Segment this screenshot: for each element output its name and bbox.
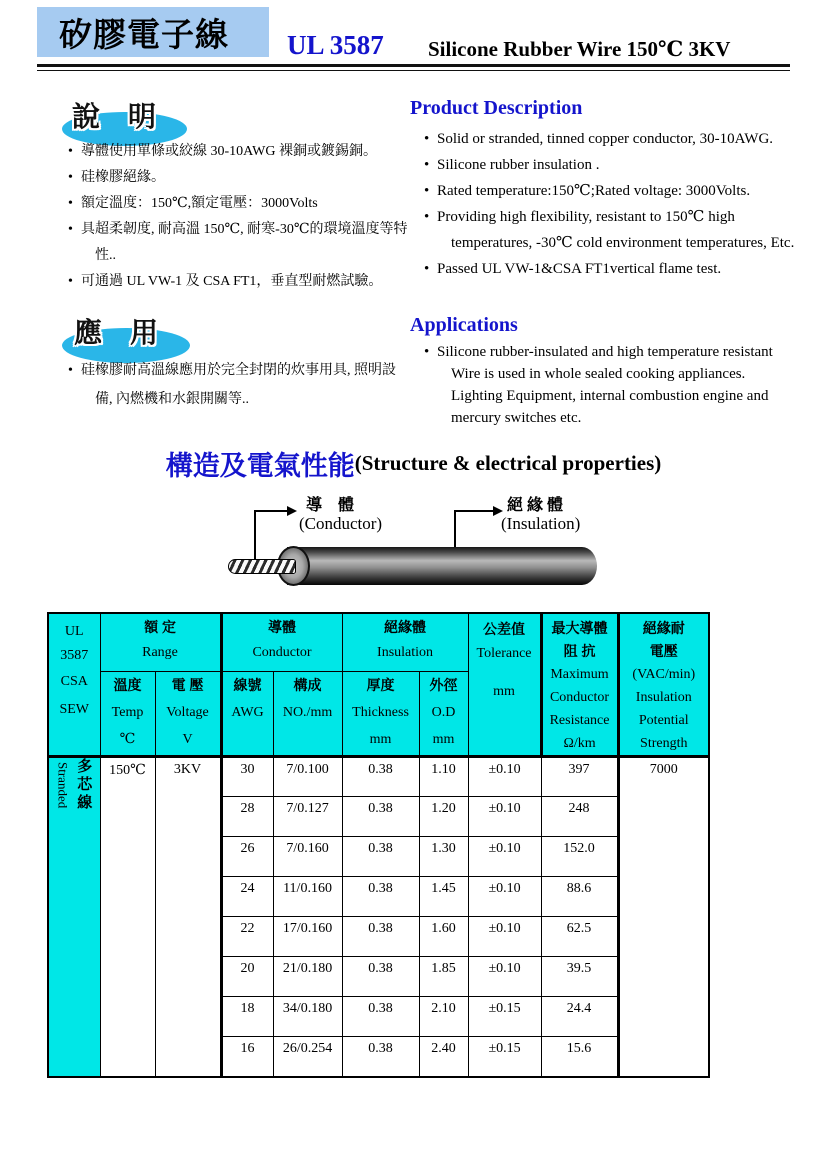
structure-section-title	[0, 444, 827, 483]
cell-thickness: 0.38	[342, 837, 419, 877]
strength-value: 7000	[618, 757, 709, 1077]
list-item-continuation: mercury switches etc.	[451, 410, 582, 426]
col-header-awg: 線號 AWG	[221, 671, 273, 756]
list-item: • 具超柔韌度, 耐高溫 150℃, 耐寒-30℃的環境溫度等特	[68, 217, 407, 243]
product-name-banner	[37, 7, 269, 57]
col-header-strength: 絕緣耐 電壓 (VAC/min) Insulation Potential Strength	[618, 613, 709, 757]
list-item: • 硅橡膠耐高溫線應用於完全封閉的炊事用具, 照明設	[68, 356, 396, 385]
cell-thickness: 0.38	[342, 757, 419, 797]
cell-structure: 21/0.180	[273, 957, 342, 997]
cell-od: 1.60	[419, 917, 468, 957]
description-heading-cn: 說 明	[72, 101, 157, 132]
cell-tolerance: ±0.10	[468, 957, 541, 997]
cell-structure: 7/0.160	[273, 837, 342, 877]
header-rule	[37, 64, 790, 71]
cell-tolerance: ±0.10	[468, 757, 541, 797]
col-header-thickness: 厚度 Thickness mm	[342, 671, 419, 756]
cell-resistance: 15.6	[541, 1037, 618, 1077]
cell-thickness: 0.38	[342, 877, 419, 917]
cell-resistance: 88.6	[541, 877, 618, 917]
cell-awg: 30	[221, 757, 273, 797]
list-item: • Passed UL VW-1&CSA FT1vertical flame test.	[424, 256, 794, 282]
cell-thickness: 0.38	[342, 957, 419, 997]
list-item-continuation: 性..	[95, 248, 116, 263]
col-group-conductor: 導體 Conductor	[221, 613, 342, 671]
cell-thickness: 0.38	[342, 917, 419, 957]
table-corner-cell: UL 3587 CSA SEW	[48, 613, 100, 757]
description-list-cn	[68, 139, 407, 295]
cell-tolerance: ±0.10	[468, 917, 541, 957]
cell-thickness: 0.38	[342, 997, 419, 1037]
list-item-continuation: 備, 內燃機和水銀開關等..	[95, 392, 249, 407]
cell-thickness: 0.38	[342, 1037, 419, 1077]
cell-od: 1.10	[419, 757, 468, 797]
insulation-callout-line	[454, 510, 494, 512]
cell-resistance: 62.5	[541, 917, 618, 957]
list-item-continuation: temperatures, -30℃ cold environment temperatures, Etc.	[451, 235, 795, 251]
insulation-callout-line	[454, 511, 456, 549]
cell-thickness: 0.38	[342, 797, 419, 837]
insulation-label-en: (Insulation)	[501, 514, 581, 533]
col-group-range: 額 定 Range	[100, 613, 221, 671]
list-item-continuation: Wire is used in whole sealed cooking appliances.	[451, 366, 746, 382]
col-header-od: 外徑 O.D mm	[419, 671, 468, 756]
cell-resistance: 397	[541, 757, 618, 797]
list-item-continuation: Lighting Equipment, internal combustion engine and	[451, 388, 769, 404]
cell-resistance: 39.5	[541, 957, 618, 997]
cell-tolerance: ±0.10	[468, 797, 541, 837]
side-header-stranded: Stranded 多芯線	[48, 757, 100, 1077]
list-item: • 導體使用單條或絞線 30-10AWG 裸銅或鍍錫銅。	[68, 139, 407, 165]
wire-insulation-body	[287, 547, 597, 585]
cell-structure: 11/0.160	[273, 877, 342, 917]
wire-conductor-strand	[228, 559, 296, 574]
cell-tolerance: ±0.10	[468, 877, 541, 917]
cell-structure: 34/0.180	[273, 997, 342, 1037]
list-item: • Solid or stranded, tinned copper conductor, 30-10AWG.	[424, 126, 794, 152]
cell-tolerance: ±0.15	[468, 1037, 541, 1077]
cell-structure: 17/0.160	[273, 917, 342, 957]
cell-awg: 28	[221, 797, 273, 837]
applications-list-en	[424, 341, 773, 429]
col-header-voltage: 電 壓 Voltage V	[155, 671, 221, 756]
applications-heading-en: Applications	[410, 314, 518, 336]
cell-tolerance: ±0.10	[468, 837, 541, 877]
cell-awg: 26	[221, 837, 273, 877]
conductor-label-en: (Conductor)	[299, 514, 383, 533]
cell-structure: 26/0.254	[273, 1037, 342, 1077]
structure-title-cn: 構造及電氣性能	[165, 451, 355, 481]
list-item: • Rated temperature:150℃;Rated voltage: 3000Volts.	[424, 178, 794, 204]
cell-od: 1.85	[419, 957, 468, 997]
cell-resistance: 248	[541, 797, 618, 837]
cell-od: 2.40	[419, 1037, 468, 1077]
cell-od: 1.45	[419, 877, 468, 917]
page-title: Silicone Rubber Wire 150℃ 3KV	[428, 37, 731, 61]
temp-value: 150℃	[100, 757, 155, 1077]
cell-tolerance: ±0.15	[468, 997, 541, 1037]
insulation-arrow-icon	[493, 506, 503, 516]
cell-awg: 24	[221, 877, 273, 917]
description-list-en	[424, 126, 794, 282]
spec-table	[47, 612, 710, 1078]
applications-list-cn	[68, 356, 396, 414]
cell-od: 2.10	[419, 997, 468, 1037]
voltage-value: 3KV	[155, 757, 221, 1077]
cell-structure: 7/0.100	[273, 757, 342, 797]
conductor-label-cn: 導 體	[306, 497, 355, 514]
cell-structure: 7/0.127	[273, 797, 342, 837]
conductor-arrow-icon	[287, 506, 297, 516]
insulation-label-cn: 絕 緣 體	[507, 497, 564, 514]
list-item: • Silicone rubber-insulated and high temperature resistant	[424, 341, 773, 363]
list-item: • Providing high flexibility, resistant to 150℃ high	[424, 204, 794, 230]
col-header-structure: 構成 NO./mm	[273, 671, 342, 756]
cell-od: 1.30	[419, 837, 468, 877]
col-group-insulation: 絕緣體 Insulation	[342, 613, 468, 671]
list-item: • 可通過 UL VW-1 及 CSA FT1，垂直型耐燃試驗。	[68, 269, 407, 295]
cell-resistance: 152.0	[541, 837, 618, 877]
cell-awg: 20	[221, 957, 273, 997]
list-item: • 硅橡膠絕緣。	[68, 165, 407, 191]
col-header-resistance: 最大導體 阻 抗 Maximum Conductor Resistance Ω/km	[541, 613, 618, 757]
cell-awg: 16	[221, 1037, 273, 1077]
col-header-tolerance: 公差值 Tolerance mm	[468, 613, 541, 757]
ul-code: UL 3587	[287, 30, 384, 60]
applications-heading-cn: 應 用	[74, 317, 159, 348]
col-header-temp: 溫度 Temp ℃	[100, 671, 155, 756]
description-heading-en: Product Description	[410, 97, 583, 119]
product-name-cn: 矽膠電子線	[59, 15, 229, 53]
cell-awg: 22	[221, 917, 273, 957]
cell-resistance: 24.4	[541, 997, 618, 1037]
conductor-callout-line	[254, 511, 256, 559]
cell-od: 1.20	[419, 797, 468, 837]
structure-title-en: (Structure & electrical properties)	[354, 451, 662, 475]
cell-awg: 18	[221, 997, 273, 1037]
list-item: • 額定溫度：150℃,額定電壓：3000Volts	[68, 191, 407, 217]
list-item: • Silicone rubber insulation .	[424, 152, 794, 178]
conductor-callout-line	[254, 510, 288, 512]
